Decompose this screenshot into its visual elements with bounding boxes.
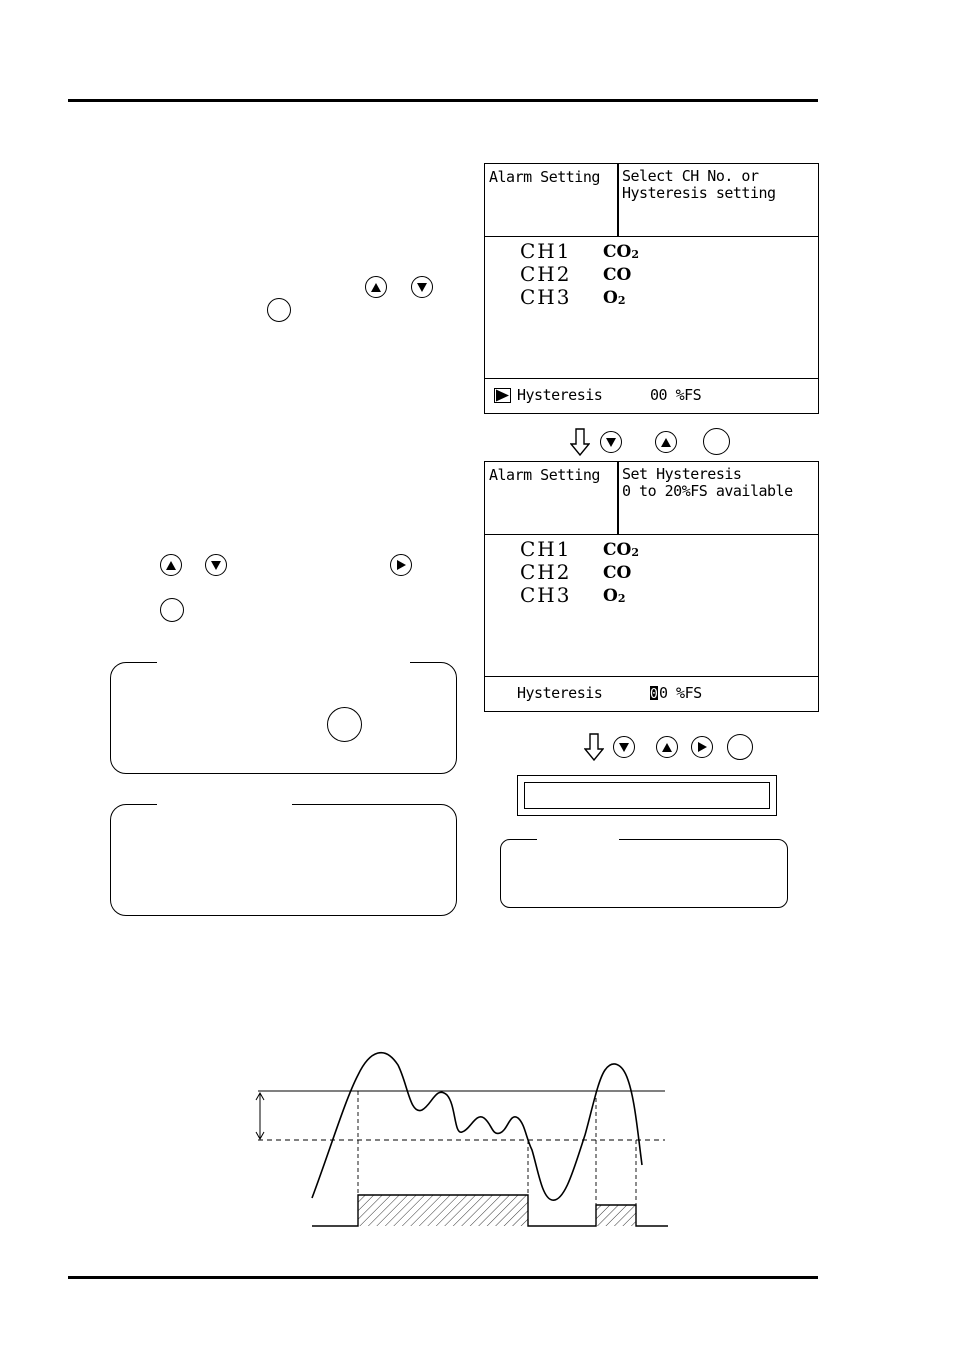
hysteresis-label: Hysteresis (517, 684, 603, 702)
right-key-icon (390, 554, 412, 576)
gas-name: CO (603, 265, 632, 285)
up-key-icon (655, 431, 677, 453)
result-frame (517, 775, 777, 816)
digit-cursor: 0 (650, 687, 658, 702)
screen-instruction: Set Hysteresis 0 to 20%FS available (622, 465, 793, 500)
gas-name: CO (603, 563, 632, 583)
channel-label[interactable]: CH3 (520, 285, 572, 309)
lcd-footer (485, 378, 818, 413)
note-box (110, 804, 457, 916)
hollow-down-arrow-icon (584, 733, 604, 761)
gas-name: $O_2$ (603, 586, 626, 606)
up-key-icon (656, 736, 678, 758)
hollow-down-arrow-icon (570, 428, 590, 456)
note-box (500, 839, 788, 908)
hysteresis-value-editing[interactable]: 0 0 %FS (650, 684, 702, 702)
channel-label[interactable]: CH1 (520, 239, 572, 263)
screen-title: Alarm Setting (489, 466, 600, 484)
lcd-header (485, 462, 818, 535)
right-key-icon (691, 736, 713, 758)
down-key-icon (600, 431, 622, 453)
note-box (110, 662, 457, 774)
lcd-screen-select-channel (484, 163, 819, 414)
lcd-screen-set-hysteresis (484, 461, 819, 712)
channel-label[interactable]: CH3 (520, 583, 572, 607)
screen-title: Alarm Setting (489, 168, 600, 186)
enter-key-icon (703, 428, 730, 455)
down-key-icon (205, 554, 227, 576)
lcd-footer (485, 676, 818, 711)
lcd-header (485, 164, 818, 237)
screen-instruction: Select CH No. or Hysteresis setting (622, 167, 776, 202)
enter-key-icon (727, 734, 753, 760)
hysteresis-value: 00 %FS (650, 386, 702, 404)
up-key-icon (160, 554, 182, 576)
gas-name: $CO_2$ (603, 242, 639, 262)
hysteresis-diagram (240, 1040, 680, 1240)
bottom-rule (68, 1276, 818, 1279)
channel-label[interactable]: CH1 (520, 537, 572, 561)
enter-key-icon (327, 707, 362, 742)
gas-name: $CO_2$ (603, 540, 639, 560)
gas-name: $O_2$ (603, 288, 626, 308)
enter-key-icon (160, 598, 184, 622)
right-pointer-cursor-icon (494, 388, 511, 403)
up-key-icon (365, 276, 387, 298)
top-rule (68, 99, 818, 102)
enter-key-icon (267, 298, 291, 322)
hysteresis-label[interactable]: Hysteresis (517, 386, 603, 404)
down-key-icon (613, 736, 635, 758)
channel-label[interactable]: CH2 (520, 560, 572, 584)
down-key-icon (411, 276, 433, 298)
channel-label[interactable]: CH2 (520, 262, 572, 286)
